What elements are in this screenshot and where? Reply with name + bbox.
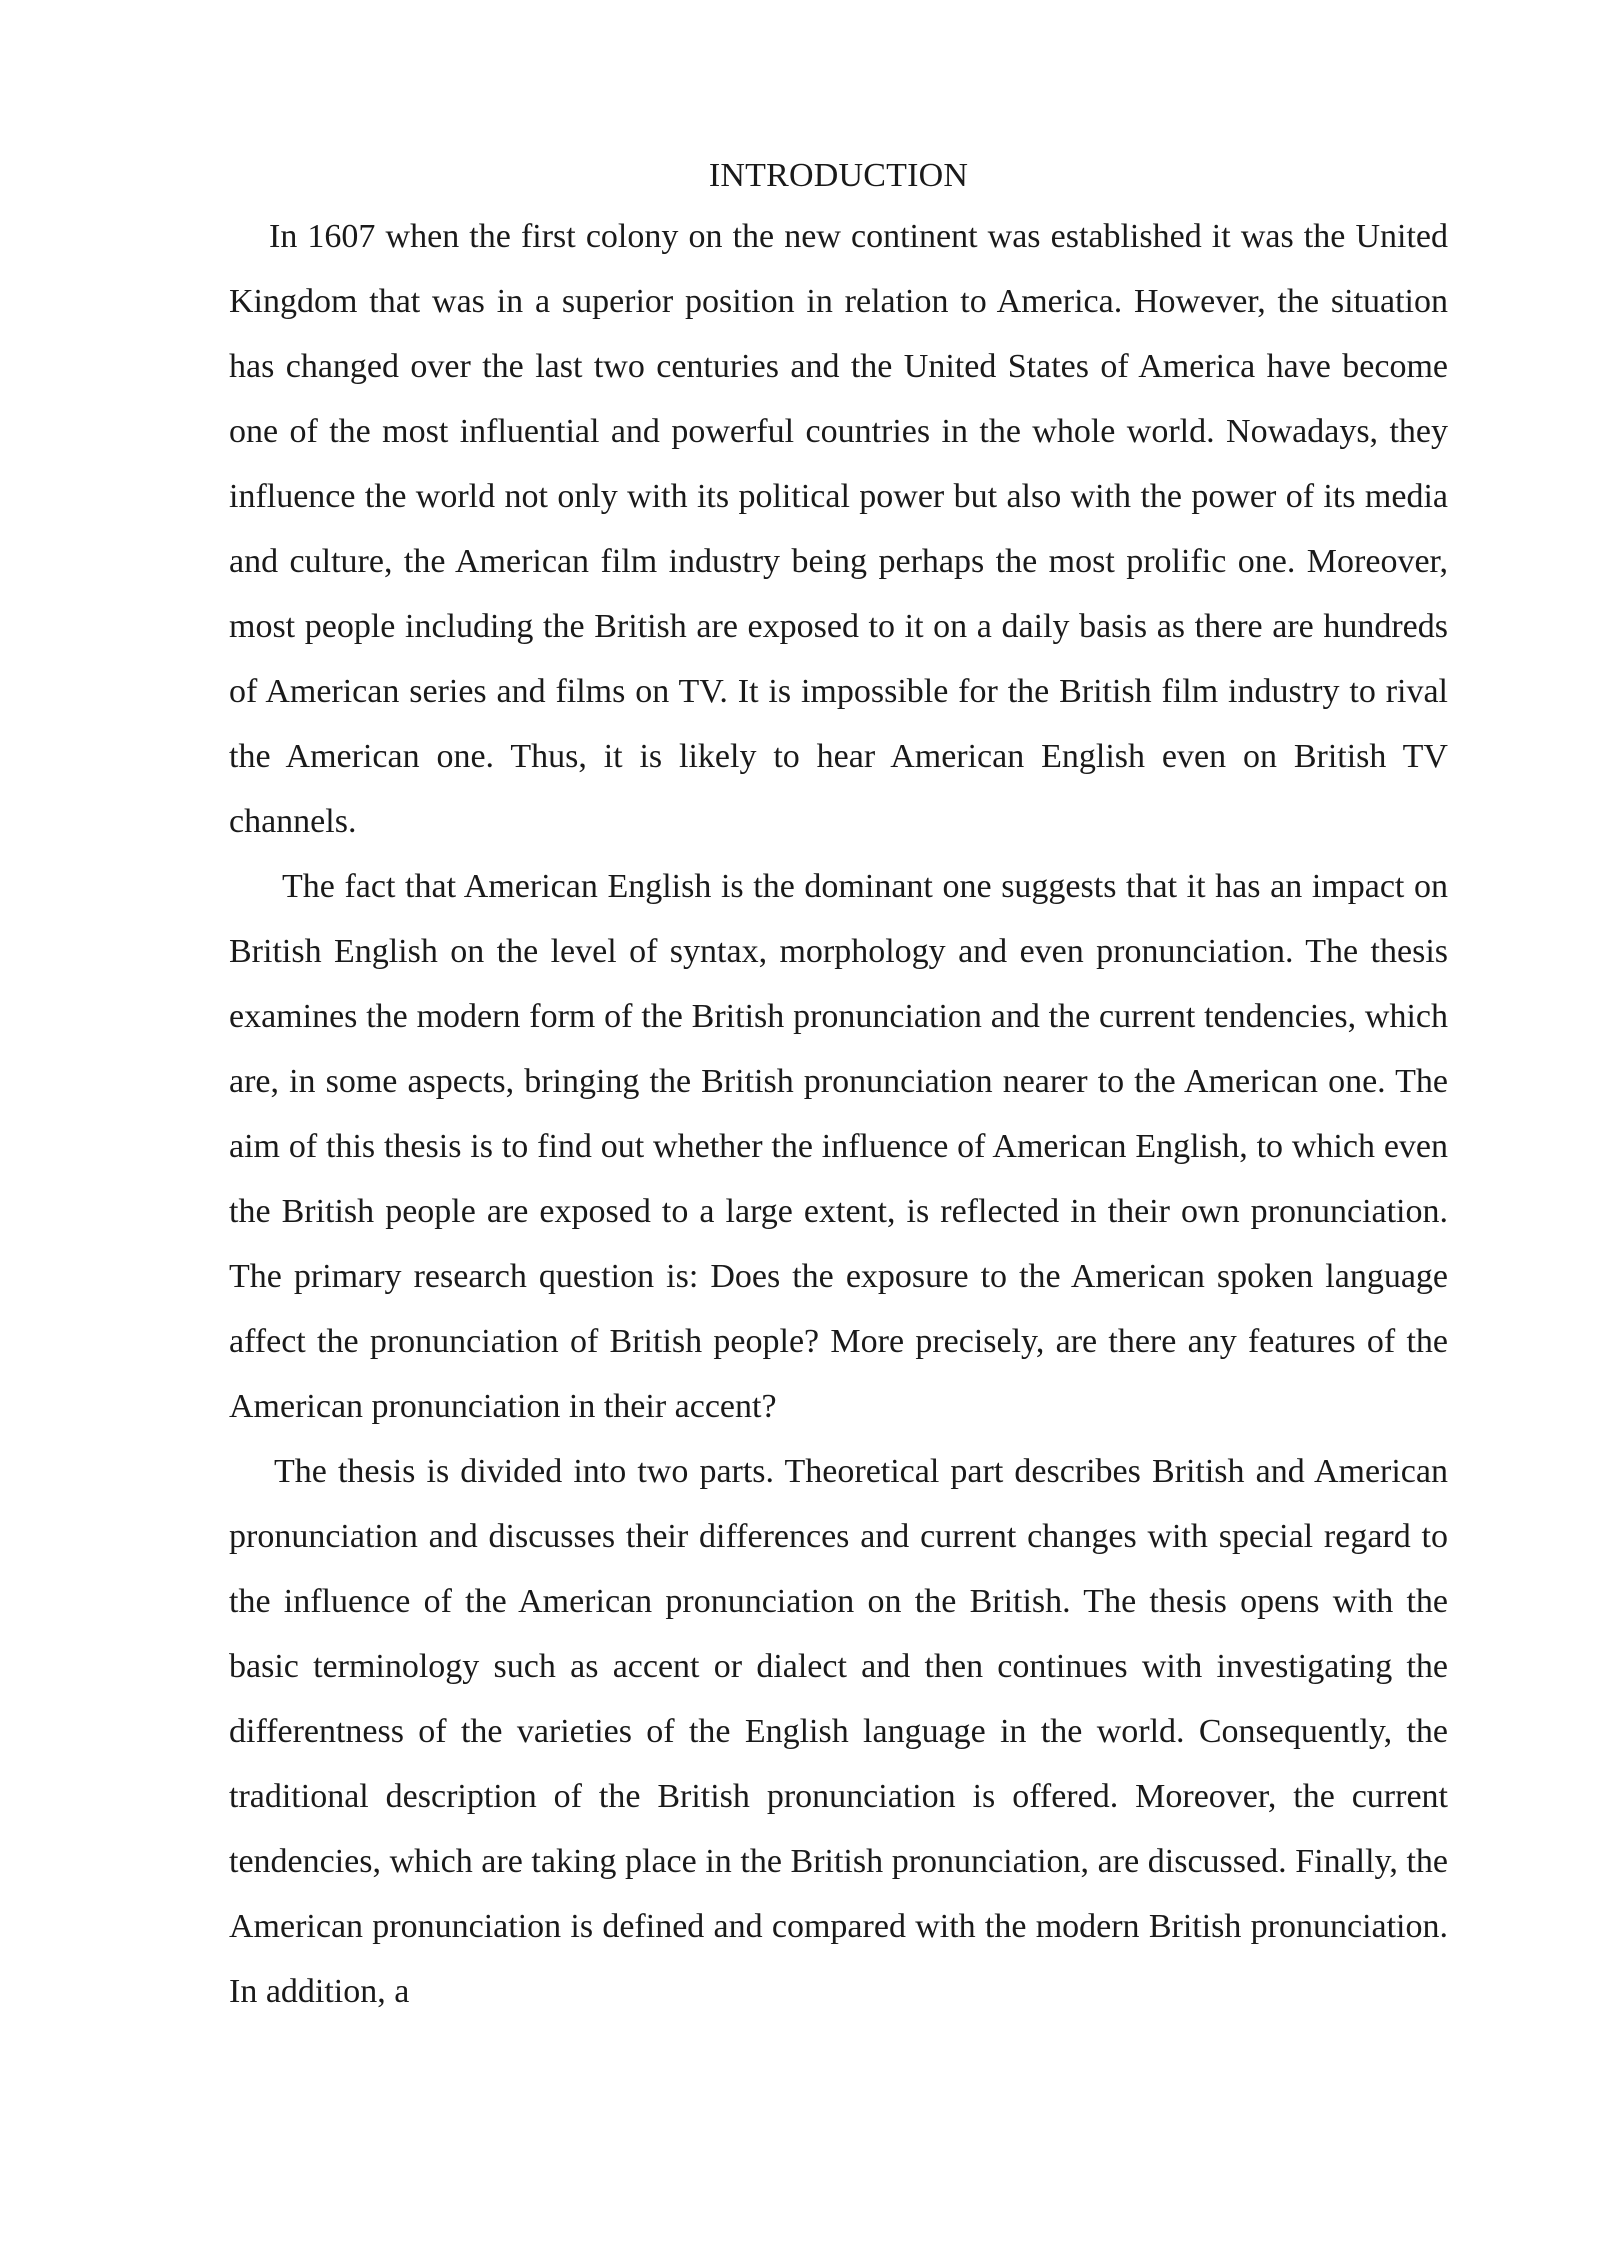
paragraph-3: The thesis is divided into two parts. Theoretical part describes British and American pronunciation and discusses their differences and current changes with special regard to the influence of the American pronunciation on the British. The thesis opens with the basic terminology such as accent or dialect and then continues with investigating the differentness of the varieties of the English language in the world. Consequently, the traditional description of the British pronunciation is offered. Moreover, the current tendencies, which are taking place in the British pronunciation, are discussed. Finally, the American pronunciation is defined and compared with the modern British pronunciation. In addition, a: [229, 1453, 1448, 2010]
document-body: [229, 148, 1448, 2024]
paragraph-1: In 1607 when the first colony on the new continent was established it was the United Kingdom that was in a superior position in relation to America. However, the situation has changed over the last two centuries and the United States of America have become one of the most influential and powerful countries in the whole world. Nowadays, they influence the world not only with its political power but also with the power of its media and culture, the American film industry being perhaps the most prolific one. Moreover, most people including the British are exposed to it on a daily basis as there are hundreds of American series and films on TV. It is impossible for the British film industry to rival the American one. Thus, it is likely to hear American English even on British TV channels.: [229, 218, 1448, 840]
paragraph-2: The fact that American English is the dominant one suggests that it has an impact on British English on the level of syntax, morphology and even pronunciation. The thesis examines the modern form of the British pronunciation and the current tendencies, which are, in some aspects, bringing the British pronunciation nearer to the American one. The aim of this thesis is to find out whether the influence of American English, to which even the British people are exposed to a large extent, is reflected in their own pronunciation. The primary research question is: Does the exposure to the American spoken language affect the pronunciation of British people? More precisely, are there any features of the American pronunciation in their accent?: [229, 868, 1448, 1425]
section-heading: INTRODUCTION: [708, 157, 969, 194]
